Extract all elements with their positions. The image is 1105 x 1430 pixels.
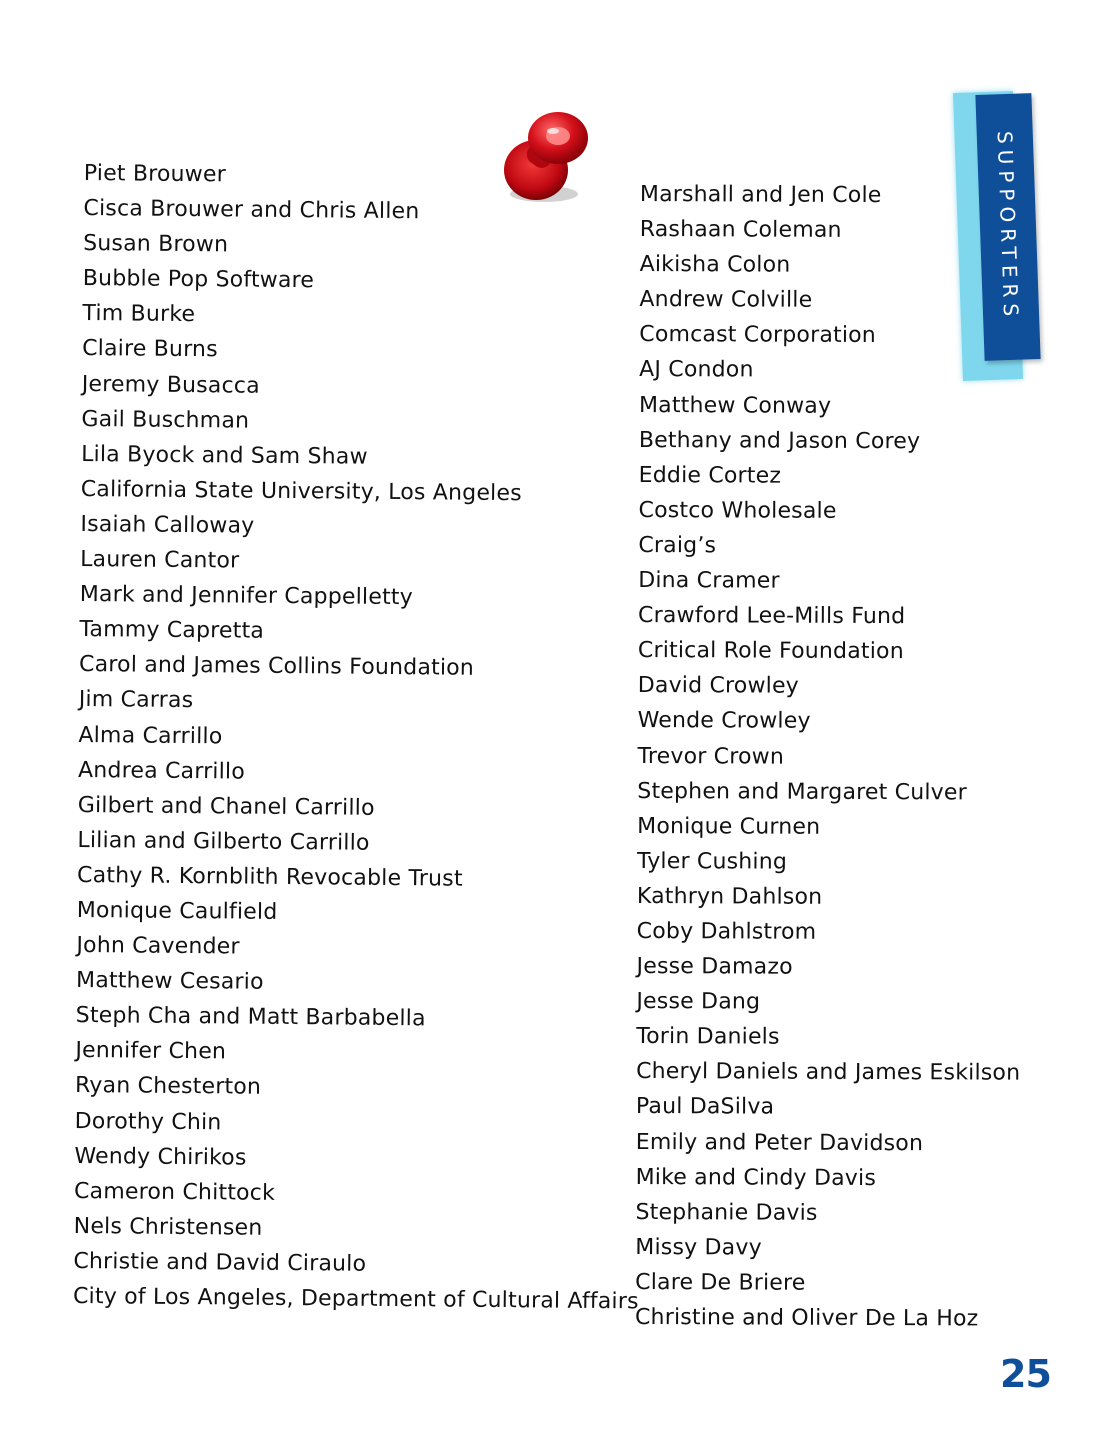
- supporter-name: Rashaan Coleman: [639, 217, 842, 243]
- supporter-name: David Crowley: [637, 673, 799, 700]
- page-number: 25: [1000, 1352, 1051, 1396]
- supporter-name: Ryan Chesterton: [74, 1073, 262, 1101]
- supporter-name: Stephanie Davis: [635, 1199, 818, 1226]
- supporter-name: Costco Wholesale: [638, 497, 837, 524]
- supporter-name: Tim Burke: [82, 301, 196, 328]
- supporter-name: Missy Davy: [635, 1234, 762, 1261]
- supporter-name: Jim Carras: [78, 687, 194, 714]
- supporter-name: Jesse Damazo: [636, 954, 793, 980]
- supporter-name: Monique Caulfield: [76, 897, 278, 925]
- tab-label: SUPPORTERS: [992, 131, 1024, 323]
- supporter-name: Lila Byock and Sam Shaw: [81, 441, 368, 470]
- supporter-name: Bubble Pop Software: [82, 266, 315, 294]
- supporter-name: Aikisha Colon: [639, 252, 791, 278]
- supporter-name: Jesse Dang: [636, 989, 761, 1015]
- supporter-name: Coby Dahlstrom: [636, 918, 817, 945]
- supporter-name: Craig’s: [638, 532, 717, 559]
- supporter-name: City of Los Angeles, Department of Cultural Affairs: [72, 1283, 639, 1315]
- supporter-name: Dina Cramer: [638, 568, 780, 594]
- supporter-name: Critical Role Foundation: [637, 638, 904, 665]
- supporter-name: Carol and James Collins Foundation: [78, 652, 475, 682]
- supporter-name: Mike and Cindy Davis: [635, 1164, 877, 1191]
- supporter-name: Piet Brouwer: [83, 160, 227, 188]
- supporter-name: Emily and Peter Davidson: [635, 1129, 924, 1156]
- supporter-name: Trevor Crown: [637, 743, 785, 770]
- supporter-name: Torin Daniels: [636, 1024, 780, 1050]
- supporter-name: Eddie Cortez: [638, 462, 782, 489]
- supporter-name: Matthew Conway: [638, 392, 832, 419]
- supporter-name: Bethany and Jason Corey: [638, 427, 921, 454]
- supporter-name: Christie and David Ciraulo: [73, 1248, 367, 1277]
- supporter-name: Jeremy Busacca: [81, 371, 260, 399]
- supporter-name: Cheryl Daniels and James Eskilson: [636, 1059, 1021, 1087]
- supporter-name: Cathy R. Kornblith Revocable Trust: [76, 862, 463, 892]
- supporter-name: AJ Condon: [639, 357, 754, 383]
- supporter-name: Comcast Corporation: [639, 322, 877, 349]
- supporter-name: Marshall and Jen Cole: [639, 181, 882, 209]
- supporter-name: Alma Carrillo: [78, 722, 223, 749]
- supporter-name: Wende Crowley: [637, 708, 811, 735]
- supporter-name: Cisca Brouwer and Chris Allen: [83, 196, 420, 225]
- supporter-name: Susan Brown: [83, 231, 229, 258]
- supporter-name: Monique Curnen: [637, 813, 821, 840]
- supporter-name: Gilbert and Chanel Carrillo: [77, 792, 375, 821]
- supporters-list-left: [73, 156, 650, 1319]
- supporter-name: Crawford Lee-Mills Fund: [638, 603, 906, 630]
- supporter-name: Cameron Chittock: [73, 1178, 276, 1206]
- supporter-name: Andrea Carrillo: [77, 757, 246, 785]
- supporter-name: Clare De Briere: [635, 1269, 806, 1296]
- supporter-name: Dorothy Chin: [74, 1108, 222, 1135]
- supporter-name: Kathryn Dahlson: [636, 883, 823, 910]
- supporter-name: California State University, Los Angeles: [80, 476, 522, 507]
- supporter-name: Steph Cha and Matt Barbabella: [75, 1003, 426, 1032]
- supporter-name: Paul DaSilva: [635, 1094, 775, 1121]
- supporter-name: Stephen and Margaret Culver: [637, 778, 967, 806]
- supporter-name: Tyler Cushing: [636, 848, 788, 875]
- supporter-name: Gail Buschman: [81, 406, 250, 434]
- supporters-list-right: [635, 177, 1024, 1337]
- supporter-name: Isaiah Calloway: [80, 511, 255, 539]
- supporter-name: Claire Burns: [82, 336, 218, 363]
- supporter-name: Lauren Cantor: [80, 547, 240, 574]
- supporter-name: Nels Christensen: [73, 1213, 263, 1241]
- supporter-name: Tammy Capretta: [79, 617, 265, 644]
- supporter-name: Lilian and Gilberto Carrillo: [77, 827, 370, 856]
- supporter-name: Jennifer Chen: [75, 1038, 227, 1065]
- supporter-name: Christine and Oliver De La Hoz: [634, 1304, 979, 1332]
- supporter-name: John Cavender: [76, 933, 240, 960]
- supporter-name: Andrew Colville: [639, 287, 813, 314]
- supporter-name: Wendy Chirikos: [74, 1143, 247, 1171]
- supporter-name: Matthew Cesario: [75, 968, 264, 995]
- supporter-name: Mark and Jennifer Cappelletty: [79, 582, 414, 611]
